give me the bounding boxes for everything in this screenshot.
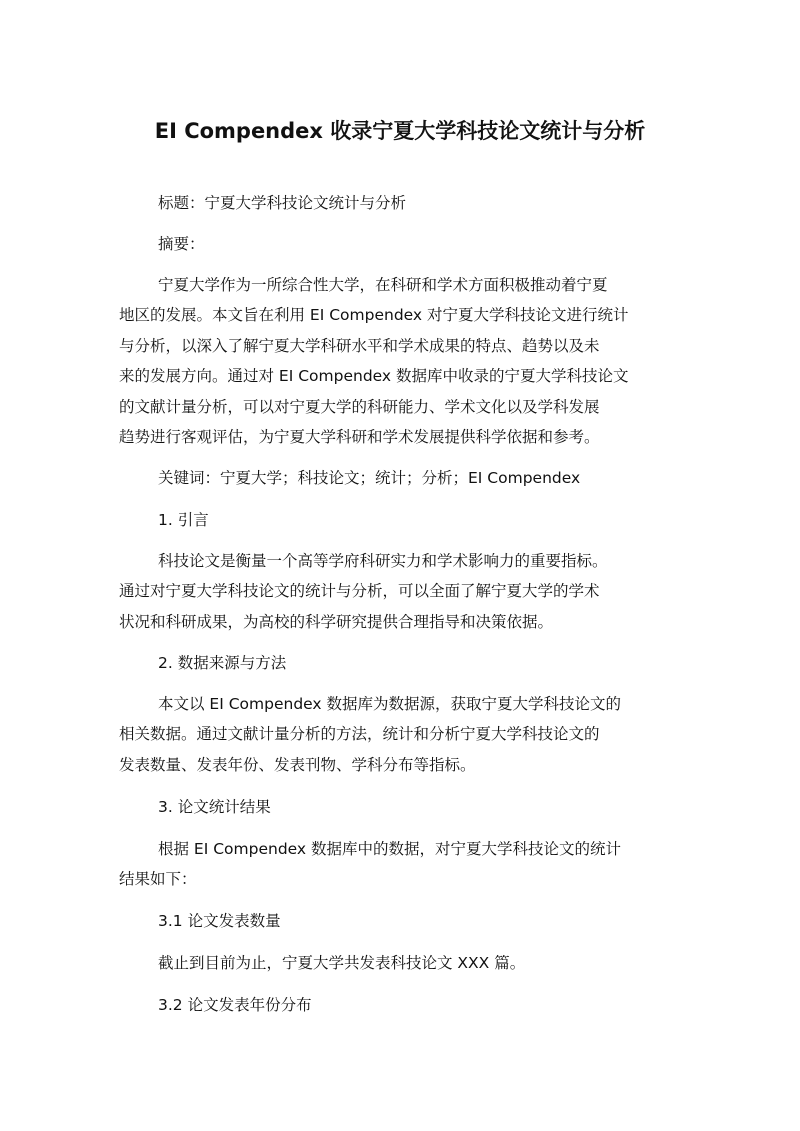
abstract-paragraph [119,270,685,452]
section-1-line: 状况和科研成果，为高校的科学研究提供合理指导和决策依据。 [119,612,554,631]
abstract-line: 与分析，以深入了解宁夏大学科研水平和学术成果的特点、趋势以及未 [119,336,600,355]
section-2-heading: 2. 数据来源与方法 [158,654,287,672]
section-2-heading-paragraph [119,648,685,678]
section-3-line: 根据 EI Compendex 数据库中的数据，对宁夏大学科技论文的统计 [158,840,622,858]
section-2-line: 本文以 EI Compendex 数据库为数据源，获取宁夏大学科技论文的 [158,695,622,713]
title-label: 标题：宁夏大学科技论文统计与分析 [158,194,407,212]
section-1-line: 通过对宁夏大学科技论文的统计与分析，可以全面了解宁夏大学的学术 [119,582,600,601]
abstract-line: 趋势进行客观评估，为宁夏大学科研和学术发展提供科学依据和参考。 [119,428,600,447]
document-title: EI Compendex 收录宁夏大学科技论文统计与分析 [154,119,646,143]
abstract-line: 地区的发展。本文旨在利用 EI Compendex 对宁夏大学科技论文进行统计 [119,306,629,325]
keywords-text: 关键词：宁夏大学；科技论文；统计；分析；EI Compendex [158,469,581,487]
abstract-line: 的文献计量分析，可以对宁夏大学的科研能力、学术文化以及学科发展 [119,397,600,416]
title-label-paragraph [119,188,685,218]
keywords-paragraph [119,463,685,493]
section-3-heading: 3. 论文统计结果 [158,798,271,816]
section-1-paragraph [119,546,685,637]
section-2-line: 相关数据。通过文献计量分析的方法，统计和分析宁夏大学科技论文的 [119,725,600,744]
section-3-2-heading: 3.2 论文发表年份分布 [158,996,312,1014]
section-1-heading-paragraph [119,505,685,535]
section-3-line: 结果如下： [119,870,197,889]
section-3-paragraph [119,834,685,895]
section-2-paragraph [119,689,685,780]
section-2-line: 发表数量、发表年份、发表刊物、学科分布等指标。 [119,755,476,774]
section-1-line: 科技论文是衡量一个高等学府科研实力和学术影响力的重要指标。 [158,552,608,570]
abstract-line: 来的发展方向。通过对 EI Compendex 数据库中收录的宁夏大学科技论文 [119,367,629,386]
abstract-line: 宁夏大学作为一所综合性大学，在科研和学术方面积极推动着宁夏 [158,276,608,294]
section-3-1-paragraph [119,948,685,978]
section-3-1-heading: 3.1 论文发表数量 [158,912,281,930]
section-1-heading: 1. 引言 [158,511,209,529]
section-3-1-heading-paragraph [119,906,685,936]
abstract-label: 摘要： [158,235,205,253]
abstract-label-paragraph [119,229,685,259]
section-3-2-heading-paragraph [119,990,685,1020]
section-3-1-text: 截止到目前为止，宁夏大学共发表科技论文 XXX 篇。 [158,954,526,972]
section-3-heading-paragraph [119,792,685,822]
